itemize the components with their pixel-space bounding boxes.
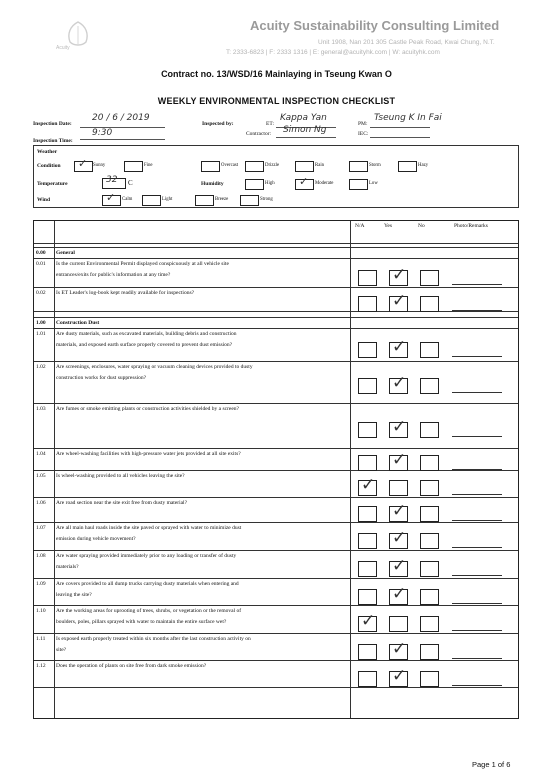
question-text: Are all main haul roads inside the site paved or sprayed with water to minimize dust — [56, 525, 242, 531]
row-divider — [34, 311, 518, 312]
row-divider — [34, 687, 518, 688]
condition-rain-checkbox[interactable] — [295, 161, 314, 172]
answer-na-checkbox[interactable] — [358, 422, 377, 438]
answer-no-checkbox[interactable] — [420, 561, 439, 577]
answer-na-checkbox[interactable] — [358, 342, 377, 358]
iec-label: IEC: — [358, 131, 369, 137]
question-text: Is ET Leader's log-book kept readily available for inspections? — [56, 290, 195, 296]
question-text: Does the operation of plants on site free from dark smoke emission? — [56, 663, 207, 669]
question-text: construction works for dust suppression? — [56, 375, 147, 381]
contractor-underline — [276, 137, 336, 138]
col-header-yes: Yes — [384, 223, 393, 229]
answer-no-checkbox[interactable] — [420, 616, 439, 632]
check-tick-icon: ✓ — [392, 639, 407, 659]
wind-strong-label: Strong — [260, 197, 273, 202]
answer-no-checkbox[interactable] — [420, 342, 439, 358]
answer-no-checkbox[interactable] — [420, 644, 439, 660]
contract-title: Contract no. 13/WSD/16 Mainlaying in Tseung Kwan O — [161, 69, 392, 79]
humidity-high-label: High — [265, 181, 275, 186]
row-number: 1.12 — [36, 663, 46, 669]
wind-breeze-checkbox[interactable] — [195, 195, 214, 206]
inspection-date-label: Inspection Date: — [33, 121, 72, 127]
page-number: Page 1 of 6 — [472, 760, 511, 769]
question-text: Is wheel-washing provided to all vehicles leaving the site? — [56, 473, 185, 479]
pm-label: PM: — [358, 121, 368, 127]
answer-na-checkbox[interactable] — [358, 296, 377, 312]
page-title: WEEKLY ENVIRONMENTAL INSPECTION CHECKLIST — [157, 96, 396, 106]
condition-rain-label: Rain — [315, 163, 325, 168]
check-tick-icon: ✓ — [392, 291, 407, 311]
condition-sunny-tick: ✓ — [78, 157, 88, 170]
section-title: Construction Dust — [56, 320, 100, 326]
question-text: entrances/exits for public's information at any time? — [56, 272, 171, 278]
remarks-line[interactable] — [452, 310, 502, 311]
pm-underline — [370, 127, 430, 128]
check-tick-icon: ✓ — [392, 337, 407, 357]
row-number: 1.09 — [36, 581, 46, 587]
answer-no-checkbox[interactable] — [420, 270, 439, 286]
check-tick-icon: ✓ — [392, 265, 407, 285]
remarks-line[interactable] — [452, 685, 502, 686]
row-number: 1.10 — [36, 608, 46, 614]
answer-na-checkbox[interactable] — [358, 671, 377, 687]
inspection-time-value: 9:30 — [92, 128, 113, 138]
question-text: materials, and exposed earth surface properly covered to prevent dust emission? — [56, 342, 233, 348]
question-text: Are fumes or smoke emitting plants or construction activities shielded by a screen? — [56, 406, 239, 412]
question-text: Are dusty materials, such as excavated materials, building debris and construction — [56, 331, 237, 337]
inspected-by-label: Inspected by: — [202, 121, 234, 127]
condition-drizzle-label: Drizzle — [265, 163, 280, 168]
question-text: Is the current Environmental Permit displayed conspicuously at all vehicle site — [56, 261, 229, 267]
wind-breeze-label: Breeze — [215, 197, 229, 202]
remarks-line[interactable] — [452, 356, 502, 357]
wind-calm-label: Calm — [122, 197, 133, 202]
answer-na-checkbox[interactable] — [358, 533, 377, 549]
row-number: 1.02 — [36, 364, 46, 370]
et-label: ET: — [266, 121, 274, 127]
condition-sunny-label: Sunny — [93, 163, 106, 168]
check-tick-icon: ✓ — [392, 584, 407, 604]
question-text: emission during vehicle movement? — [56, 536, 136, 542]
condition-fine-checkbox[interactable] — [124, 161, 143, 172]
question-text: Are road section near the site exit free from dusty material? — [56, 500, 188, 506]
question-text: Are the working areas for uprooting of trees, shrubs, or vegetation or the removal of — [56, 608, 242, 614]
wind-light-checkbox[interactable] — [142, 195, 161, 206]
question-text: site? — [56, 647, 67, 653]
question-text: Are wheel-washing facilities with high-pressure water jets provided at all site exits? — [56, 451, 241, 457]
wind-light-label: Light — [162, 197, 173, 202]
answer-na-checkbox[interactable] — [358, 270, 377, 286]
humidity-label: Humidity — [201, 181, 224, 187]
remarks-line[interactable] — [452, 575, 502, 576]
contractor-label: Contractor: — [246, 131, 272, 137]
inspection-time-label: Inspection Time: — [33, 138, 73, 144]
section-title: General — [56, 250, 75, 256]
answer-no-checkbox[interactable] — [420, 671, 439, 687]
remarks-line[interactable] — [452, 494, 502, 495]
question-text: materials? — [56, 564, 79, 570]
answer-no-checkbox[interactable] — [420, 422, 439, 438]
condition-fine-label: Fine — [144, 163, 153, 168]
condition-drizzle-checkbox[interactable] — [245, 161, 264, 172]
condition-overcast-label: Overcast — [221, 163, 239, 168]
question-text: Is exposed earth properly treated within six months after the last construction activity on — [56, 636, 251, 642]
answer-no-checkbox[interactable] — [420, 506, 439, 522]
answer-no-checkbox[interactable] — [420, 589, 439, 605]
row-number: 1.08 — [36, 553, 46, 559]
question-text: leaving the site? — [56, 592, 92, 598]
remarks-line[interactable] — [452, 658, 502, 659]
answer-na-checkbox[interactable] — [358, 455, 377, 471]
question-text: Are covers provided to all dump trucks carrying dusty materials when entering and — [56, 581, 239, 587]
row-number: 1.01 — [36, 331, 46, 337]
temperature-unit: C — [128, 179, 133, 187]
contractor-signature: Simon Ng — [283, 125, 327, 135]
answer-na-checkbox[interactable] — [358, 378, 377, 394]
iec-underline — [370, 137, 430, 138]
answer-yes-checkbox[interactable] — [389, 616, 408, 632]
humidity-low-checkbox[interactable] — [349, 179, 368, 190]
check-tick-icon: ✓ — [392, 417, 407, 437]
check-tick-icon: ✓ — [392, 556, 407, 576]
answer-na-checkbox[interactable] — [358, 561, 377, 577]
answer-no-checkbox[interactable] — [420, 378, 439, 394]
wind-label: Wind — [37, 197, 51, 203]
row-number: 1.11 — [36, 636, 46, 642]
row-number: 0.00 — [36, 250, 46, 256]
remarks-line[interactable] — [452, 392, 502, 393]
question-text: boulders, poles, pillars sprayed with water to maintain the entire surface wet? — [56, 619, 227, 625]
check-tick-icon: ✓ — [392, 528, 407, 548]
remarks-line[interactable] — [452, 284, 502, 285]
condition-label: Condition — [37, 163, 61, 169]
row-number: 1.04 — [36, 451, 46, 457]
question-text: Are screenings, enclosures, water spraying or vacuum cleaning devices provided to dusty — [56, 364, 253, 370]
remarks-line[interactable] — [452, 630, 502, 631]
answer-no-checkbox[interactable] — [420, 455, 439, 471]
wind-strong-checkbox[interactable] — [240, 195, 259, 206]
check-tick-icon: ✓ — [392, 450, 407, 470]
temperature-label: Temperature — [37, 181, 68, 187]
check-tick-icon: ✓ — [392, 373, 407, 393]
answer-no-checkbox[interactable] — [420, 480, 439, 496]
row-number: 0.02 — [36, 290, 46, 296]
remarks-line[interactable] — [452, 469, 502, 470]
time-underline — [80, 139, 165, 140]
question-text: Are water spraying provided immediately prior to any loading or transfer of dusty — [56, 553, 237, 559]
wind-calm-tick: ✓ — [106, 191, 116, 204]
col-header-na: N/A — [355, 223, 365, 229]
answer-no-checkbox[interactable] — [420, 296, 439, 312]
check-tick-icon: ✓ — [361, 475, 376, 495]
row-number: 1.00 — [36, 320, 46, 326]
col-header-remarks: Photo/Remarks — [454, 223, 488, 229]
logo-text: Acuity — [56, 45, 70, 51]
remarks-line[interactable] — [452, 436, 502, 437]
inspection-date-value: 20 / 6 / 2019 — [92, 113, 150, 123]
humidity-low-label: Low — [369, 181, 378, 186]
temperature-value: 32 — [106, 175, 118, 185]
company-name: Acuity Sustainability Consulting Limited — [250, 18, 500, 33]
check-tick-icon: ✓ — [392, 666, 407, 686]
answer-yes-checkbox[interactable] — [389, 480, 408, 496]
col-header-no: No — [418, 223, 425, 229]
weather-section — [33, 145, 519, 208]
condition-storm-label: Storm — [369, 163, 381, 168]
row-number: 0.01 — [36, 261, 46, 267]
row-number: 1.03 — [36, 406, 46, 412]
answer-no-checkbox[interactable] — [420, 533, 439, 549]
check-tick-icon: ✓ — [392, 501, 407, 521]
company-address: Unit 1908, Nan 201 305 Castle Peak Road, Kwai Chung, N.T. — [318, 39, 495, 46]
condition-overcast-checkbox[interactable] — [201, 161, 220, 172]
row-number: 1.05 — [36, 473, 46, 479]
pm-signature: Tseung K In Fai — [374, 113, 442, 123]
row-number: 1.07 — [36, 525, 46, 531]
remarks-line[interactable] — [452, 547, 502, 548]
remarks-line[interactable] — [452, 603, 502, 604]
check-tick-icon: ✓ — [361, 611, 376, 631]
condition-hazy-label: Hazy — [418, 163, 429, 168]
condition-storm-checkbox[interactable] — [349, 161, 368, 172]
weather-title: Weather — [37, 149, 58, 155]
answer-na-checkbox[interactable] — [358, 589, 377, 605]
company-contact: T: 2333-6823 | F: 2333 1316 | E: general@acuityhk.com | W: acuityhk.com — [226, 49, 440, 56]
header-row-divider — [34, 243, 518, 244]
et-signature: Kappa Yan — [280, 113, 327, 123]
row-number: 1.06 — [36, 500, 46, 506]
humidity-moderate-label: Moderate — [315, 181, 334, 186]
checklist-table — [33, 220, 519, 719]
humidity-moderate-tick: ✓ — [299, 175, 309, 188]
condition-hazy-checkbox[interactable] — [398, 161, 417, 172]
humidity-high-checkbox[interactable] — [245, 179, 264, 190]
answer-na-checkbox[interactable] — [358, 644, 377, 660]
answer-na-checkbox[interactable] — [358, 506, 377, 522]
remarks-line[interactable] — [452, 520, 502, 521]
